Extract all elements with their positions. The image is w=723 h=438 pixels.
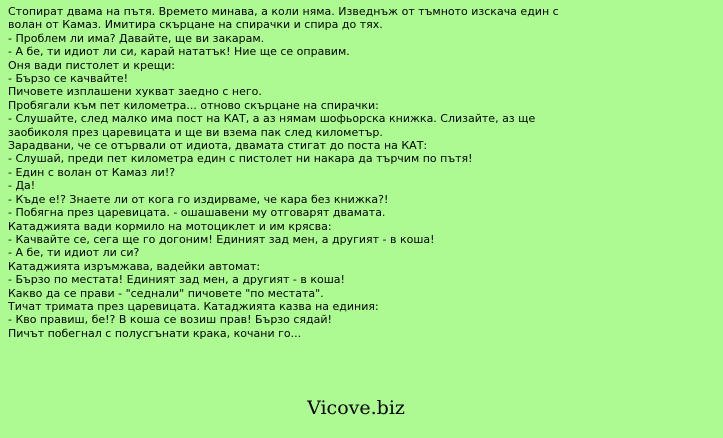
joke-line: - Да! [8,179,36,193]
joke-line: - Качвайте се, сега ще го догоним! Единият зад мен, а другият - в коша! [8,232,435,246]
joke-line: Катаджията изръмжава, вадейки автомат: [8,259,261,273]
joke-line: Какво да се прави - "седнали" пичовете "по местата". [8,286,324,300]
joke-line: - А бе, ти идиот ли си, карай нататък! Ние ще се оправим. [8,45,350,59]
joke-line: - Бързо се качвайте! [8,72,128,86]
joke-line: Оня вади пистолет и крещи: [8,58,175,72]
site-watermark: Vicove.biz [307,397,405,419]
joke-line: Тичат тримата през царевицата. Катаджията казва на единия: [8,299,379,313]
joke-line: волан от Камаз. Имитира скърцане на спирачки и спира до тях. [8,18,383,32]
joke-line: Зарадвани, че се отървали от идиота, двамата стигат до поста на КАТ: [8,139,428,153]
joke-line: - Слушай, преди пет километра един с пистолет ни накара да търчим по пътя! [8,152,473,166]
joke-text [8,5,718,340]
joke-line: Пичът побегнал с полусгънати крака, кочани го... [8,326,302,340]
joke-line: Катаджията вади кормило на мотоциклет и им крясва: [8,219,332,233]
joke-line: Стопират двама на пътя. Времето минава, а коли няма. Изведнъж от тъмното изскача един с [8,5,559,18]
joke-line: Пичовете изплашени хукват заедно с него. [8,85,262,99]
joke-line: - Къде е!? Знаете ли от кога го издирваме, че кара без книжка?! [8,192,389,206]
joke-line: - Проблем ли има? Давайте, ще ви закарам. [8,31,265,45]
joke-line: - Един с волан от Камаз ли!? [8,165,176,179]
joke-line: - Кво правиш, бе!? В коша се возиш прав! Бързо сядай! [8,313,332,327]
joke-line: - А бе, ти идиот ли си? [8,246,140,260]
joke-line: - Бързо по местата! Единият зад мен, а другият - в коша! [8,273,345,287]
joke-line: - Побягна през царевицата. - ошашавени му отговарят двамата. [8,206,386,220]
joke-line: заобиколя през царевицата и ще ви взема пак след километър. [8,125,383,139]
joke-line: - Слушайте, след малко има пост на КАТ, а аз нямам шофьорска книжка. Слизайте, аз ще [8,112,536,126]
joke-line: Пробягали към пет километра... отново скърцане на спирачки: [8,98,379,112]
